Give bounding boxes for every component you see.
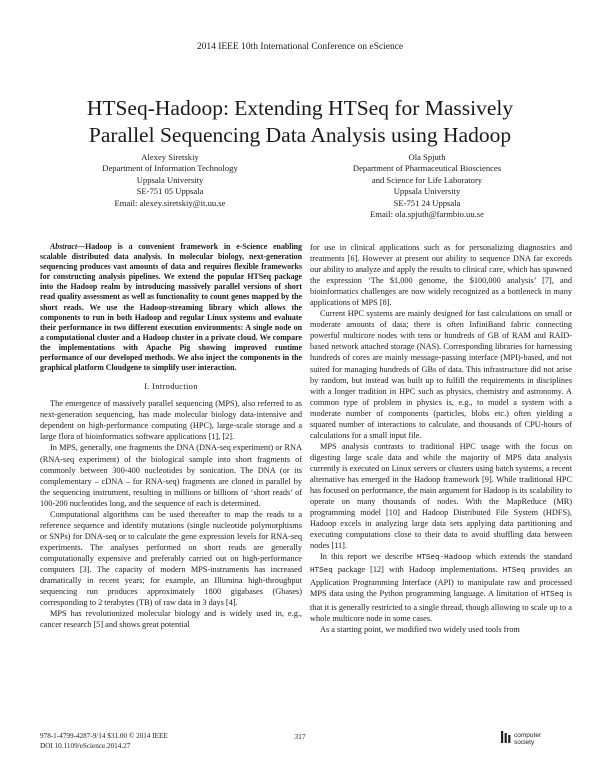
logo-line-1: computer xyxy=(514,732,542,739)
left-column xyxy=(40,242,302,630)
code-htseq: HTSeq xyxy=(502,567,526,576)
author-affiliation: SE-751 24 Uppsala xyxy=(393,197,461,208)
abstract-label: Abstract xyxy=(50,242,78,251)
paragraph: In MPS, generally, one fragments the DNA (DNA-seq experiment) or RNA (RNA-seq experiment) of the biological sample into short fragments of commonly between 300-400 nucleotides by sonication. The DNA (or its complementary – cDNA – for RNA-seq) fragments are cloned in parallel by the sequencing instrument, resulting in millions or billions of ‘short reads’ of 100-200 nucleotides long, and the sequence of each is determined. xyxy=(40,443,302,508)
conference-header: 2014 IEEE 10th International Conference on eScience xyxy=(196,42,404,52)
paragraph: Current HPC systems are mainly designed for fast calculations on small or moderate amounts of data; there is often InfiniBand fabric connecting powerful multicore nodes with tens or hundreds of GB of RAM and RAID-based network attached storage (NAS). Corresponding libraries for harnessing hundreds of cores are mainly message-passing interface (MPI)-based, and not suited for managing hundreds of GBs of data. This infrastructure did not arise by random, but instead was built up to fulfill the requirements in disciplines with a longer tradition in HPC such as physics, chemistry and astronomy. A common type of problem in physics is, e.g., to model a system with a moderate number of components (particles, blobs etc.) often yielding a squared number of interactions to calculate, and thousands of CPU-hours of calculations for a small input file. xyxy=(310,309,572,440)
code-htseq-hadoop: HTSeq-Hadoop xyxy=(416,554,472,563)
author-affiliation: Department of Information Technology xyxy=(102,163,238,174)
author-affiliation: Uppsala University xyxy=(136,174,204,185)
abstract xyxy=(40,242,302,373)
ieee-cs-logo-icon xyxy=(500,730,512,744)
logo-line-2: society xyxy=(514,739,535,746)
paragraph: Computational algorithms can be used thereafter to map the reads to a reference sequence and identify mutations (single nucleotide polymorphisms or SNPs) for DNA-seq or to calculate the gene expression levels for RNA-seq experiments. The analyses performed on short reads are generally computationally expensive and preferably carried out on high-performance computers [3]. The capacity of modern MPS-instruments has increased dramatically in recent years; for example, an Illumina high-throughput sequencing run produces approximately 1800 gigabases (Gbases) corresponding to 2 terabytes (TB) of raw data in 3 days [4]. xyxy=(40,509,302,608)
title-line-1: HTSeq-Hadoop: Extending HTSeq for Massively xyxy=(86,96,514,120)
paragraph: for use in clinical applications such as for personalizing diagnostics and treatments [6]. However at present our ability to sequence DNA far exceeds our ability to analyze and apply the results to clinical care, which has spawned the expression ‘The $1,000 genome, the $100,000 analysis’ [7], and bioinformatics challenges are now widely recognized as a bottleneck in many applications of MPS [8]. xyxy=(310,243,572,308)
abstract-text: —Hadoop is a convenient framework in e-Science enabling scalable distributed data analysis. In molecular biology, next-generation sequencing produces vast amounts of data and requires flexible frameworks for constructing analysis pipelines. We extend the popular HTSeq package into the Hadoop realm by introducing massively parallel versions of short read quality assessment as well as functionality to count genes mapped by the short reads. We use the Hadoop-streaming library which allows the components to run in both Hadoop and regular Linux systems and evaluate their performance in two different execution environments: A single node on a computational cluster and a Hadoop cluster in a private cloud. We compare the implementations with Apache Pig showing improved runtime performance of our developed methods. We also inject the components in the graphical platform Cloudgene to simplify user interaction. xyxy=(40,242,302,373)
paragraph: In this report we describe HTSeq-Hadoop which extends the standard HTSeq package [12] with Hadoop implementations. HTSeq provides an Application Programming Interface (API) to manipulate raw and processed MPS data using the Python programming language. A limitation of HTSeq is that it is generally restricted to a single thread, though allowing to scale up to a whole multicore node in some cases. xyxy=(310,552,572,623)
author-affiliation: Department of Pharmaceutical Biosciences xyxy=(352,163,502,174)
author-affiliation: Uppsala University xyxy=(393,186,461,197)
section-heading: I. Introduction xyxy=(144,381,198,392)
isbn-line: 978-1-4799-4287-9/14 $31.00 © 2014 IEEE xyxy=(40,732,168,740)
paragraph: The emergence of massively parallel sequencing (MPS), also referred to as next-generation sequencing, has made molecular biology data-intensive and dependent on high-performance computing (HPC), large-scale storage and a large flora of bioinformatics software applications [1], [2]. xyxy=(40,399,302,442)
paper-title xyxy=(40,95,560,149)
title-line-2: Parallel Sequencing Data Analysis using Hadoop xyxy=(88,123,512,147)
author-name: Ola Spjuth xyxy=(408,152,446,162)
paragraph: MPS analysis contrasts to traditional HPC usage with the focus on digesting large scale data and while the majority of MPS data analysis currently is executed on Linux servers or clusters using batch systems, a recent alternative has emerged in the Hadoop framework [9]. While traditional HPC has focused on performance, the main argument for Hadoop is its scalability to operate on many thousands of nodes. With the MapReduce (MR) programming model [10] and Hadoop Distributed File System (HDFS), Hadoop excels in analyzing large data sets applying data partitioning and executing computations close to their data to avoid shuffling data between nodes [11]. xyxy=(310,441,572,551)
author-block-2 xyxy=(297,152,557,220)
paragraph: As a starting point, we modified two widely used tools from xyxy=(320,624,520,634)
code-htseq: HTSeq xyxy=(540,591,564,600)
computer-society-logo xyxy=(500,726,560,752)
doi-line[interactable]: DOI 10.1109/eScience.2014.27 xyxy=(40,741,131,750)
author-name: Alexey Siretskiy xyxy=(141,152,199,162)
right-column xyxy=(310,242,572,635)
author-block-1 xyxy=(40,152,300,209)
author-email[interactable]: Email: ola.spjuth@farmbio.uu.se xyxy=(370,209,484,220)
author-affiliation: and Science for Life Laboratory xyxy=(371,174,483,185)
code-htseq: HTSeq xyxy=(310,567,333,576)
author-affiliation: SE-751 05 Uppsala xyxy=(136,186,204,197)
paragraph: MPS has revolutionized molecular biology and is widely used in, e.g., cancer research [5] and shows great potential xyxy=(40,609,302,630)
page-number: 317 xyxy=(294,732,306,741)
author-email[interactable]: Email: alexey.siretskiy@it.uu.se xyxy=(114,197,226,208)
